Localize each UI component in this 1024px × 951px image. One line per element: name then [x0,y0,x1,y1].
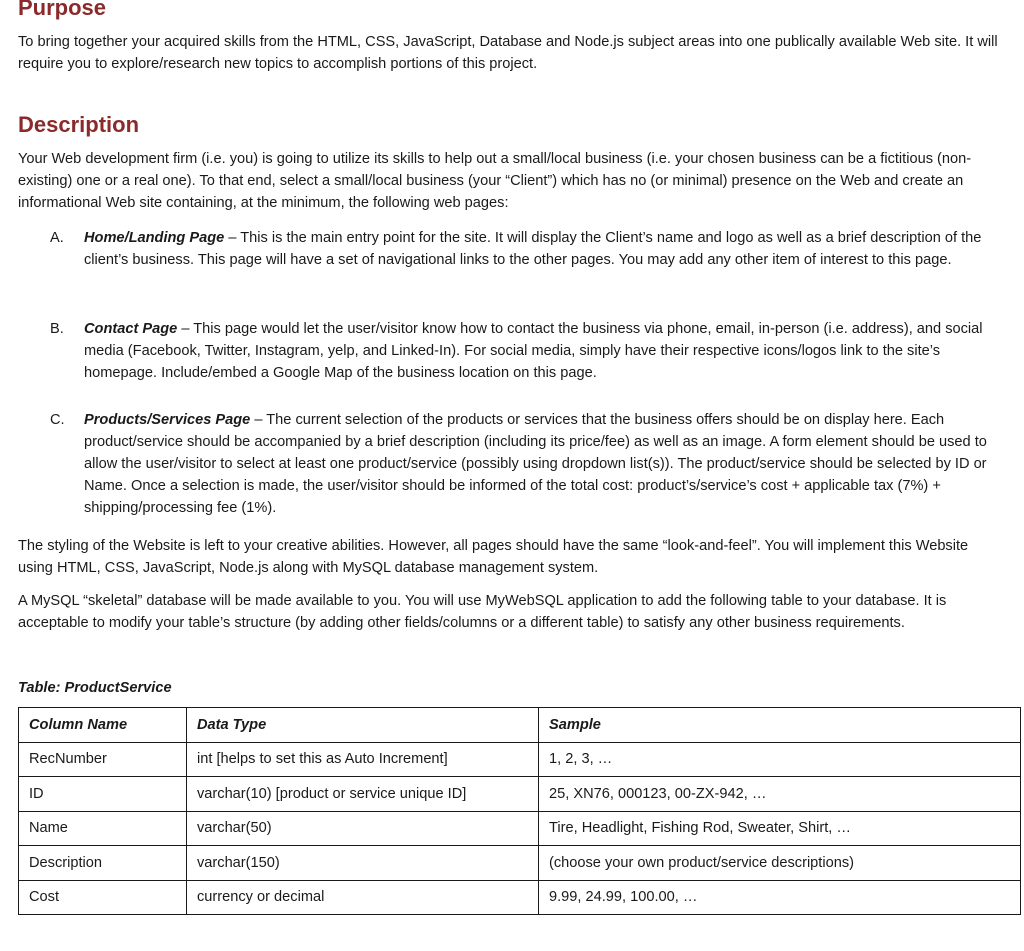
table-row [19,742,1021,777]
mysql-paragraph: A MySQL “skeletal” database will be made available to you. You will use MyWebSQL application to add the following table to your database. It is acceptable to modify your table’s structure (by adding other fields/columns or a different table) to satisfy any other business requirements. [18,593,947,631]
table-row [19,880,1021,915]
purpose-heading: Purpose [18,0,107,20]
table-cell: Description [19,846,187,881]
table-cell: 9.99, 24.99, 100.00, … [539,880,1021,915]
list-item-home-page [50,227,1008,271]
table-cell: varchar(150) [187,846,539,881]
table-cell: 1, 2, 3, … [539,742,1021,777]
table-row [19,811,1021,846]
purpose-paragraph: To bring together your acquired skills from the HTML, CSS, JavaScript, Database and Node.js subject areas into one publically available Web site. It will require you to explore/research new topics to accomplish portions of this project. [18,34,998,72]
list-item-letter: C. [50,412,65,428]
list-item-text: – This is the main entry point for the site. It will display the Client’s name and logo as well as a brief description of the client’s business. This page will have a set of navigational links to the other pages. You may add any other item of interest to this page. [84,230,982,268]
column-header: Data Type [187,708,539,743]
table-cell: Tire, Headlight, Fishing Rod, Sweater, Shirt, … [539,811,1021,846]
list-item-letter: B. [50,321,64,337]
table-cell: int [helps to set this as Auto Increment] [187,742,539,777]
column-header: Column Name [19,708,187,743]
list-item-title: Contact Page [84,321,178,337]
table-cell: currency or decimal [187,880,539,915]
table-cell: varchar(50) [187,811,539,846]
table-caption: Table: ProductService [18,680,172,696]
list-item-letter: A. [50,230,64,246]
list-item-title: Home/Landing Page [84,230,225,246]
table-cell: 25, XN76, 000123, 00-ZX-942, … [539,777,1021,812]
table-cell: varchar(10) [product or service unique ID] [187,777,539,812]
list-item-products-page [50,409,1008,519]
product-service-table [18,707,1021,915]
list-item-text: – This page would let the user/visitor know how to contact the business via phone, email, in-person (i.e. address), and social media (Facebook, Twitter, Instagram, yelp, and Linked-In). For social media, simply have their respective icons/logos link to the site’s homepage. Include/embed a Google Map of the business location on this page. [84,321,983,381]
table-cell: (choose your own product/service descriptions) [539,846,1021,881]
table-header-row [19,708,1021,743]
table-row [19,777,1021,812]
table-cell: ID [19,777,187,812]
list-item-text: – The current selection of the products or services that the business offers should be on display here. Each product/service should be accompanied by a brief description (including its price/fee) as well as an image. A form element should be used to allow the user/visitor to select at least one product/service (possibly using dropdown list(s)). The product/service should be selected by ID or Name. Once a selection is made, the user/visitor should be informed of the total cost: product’s/service’s cost + applicable tax (7%) + shipping/processing fee (1%). [84,412,987,516]
column-header: Sample [539,708,1021,743]
table-cell: Cost [19,880,187,915]
table-cell: RecNumber [19,742,187,777]
table-row [19,846,1021,881]
list-item-contact-page [50,318,1008,384]
table-cell: Name [19,811,187,846]
list-item-title: Products/Services Page [84,412,251,428]
styling-paragraph: The styling of the Website is left to your creative abilities. However, all pages should have the same “look-and-feel”. You will implement this Website using HTML, CSS, JavaScript, Node.js along with MySQL database management system. [18,538,969,576]
description-paragraph: Your Web development firm (i.e. you) is going to utilize its skills to help out a small/local business (i.e. your chosen business can be a fictitious (non-existing) one or a real one). To that end, select a small/local business (your “Client”) which has no (or minimal) presence on the Web and create an informational Web site containing, at the minimum, the following web pages: [18,151,972,211]
description-heading: Description [18,112,140,137]
